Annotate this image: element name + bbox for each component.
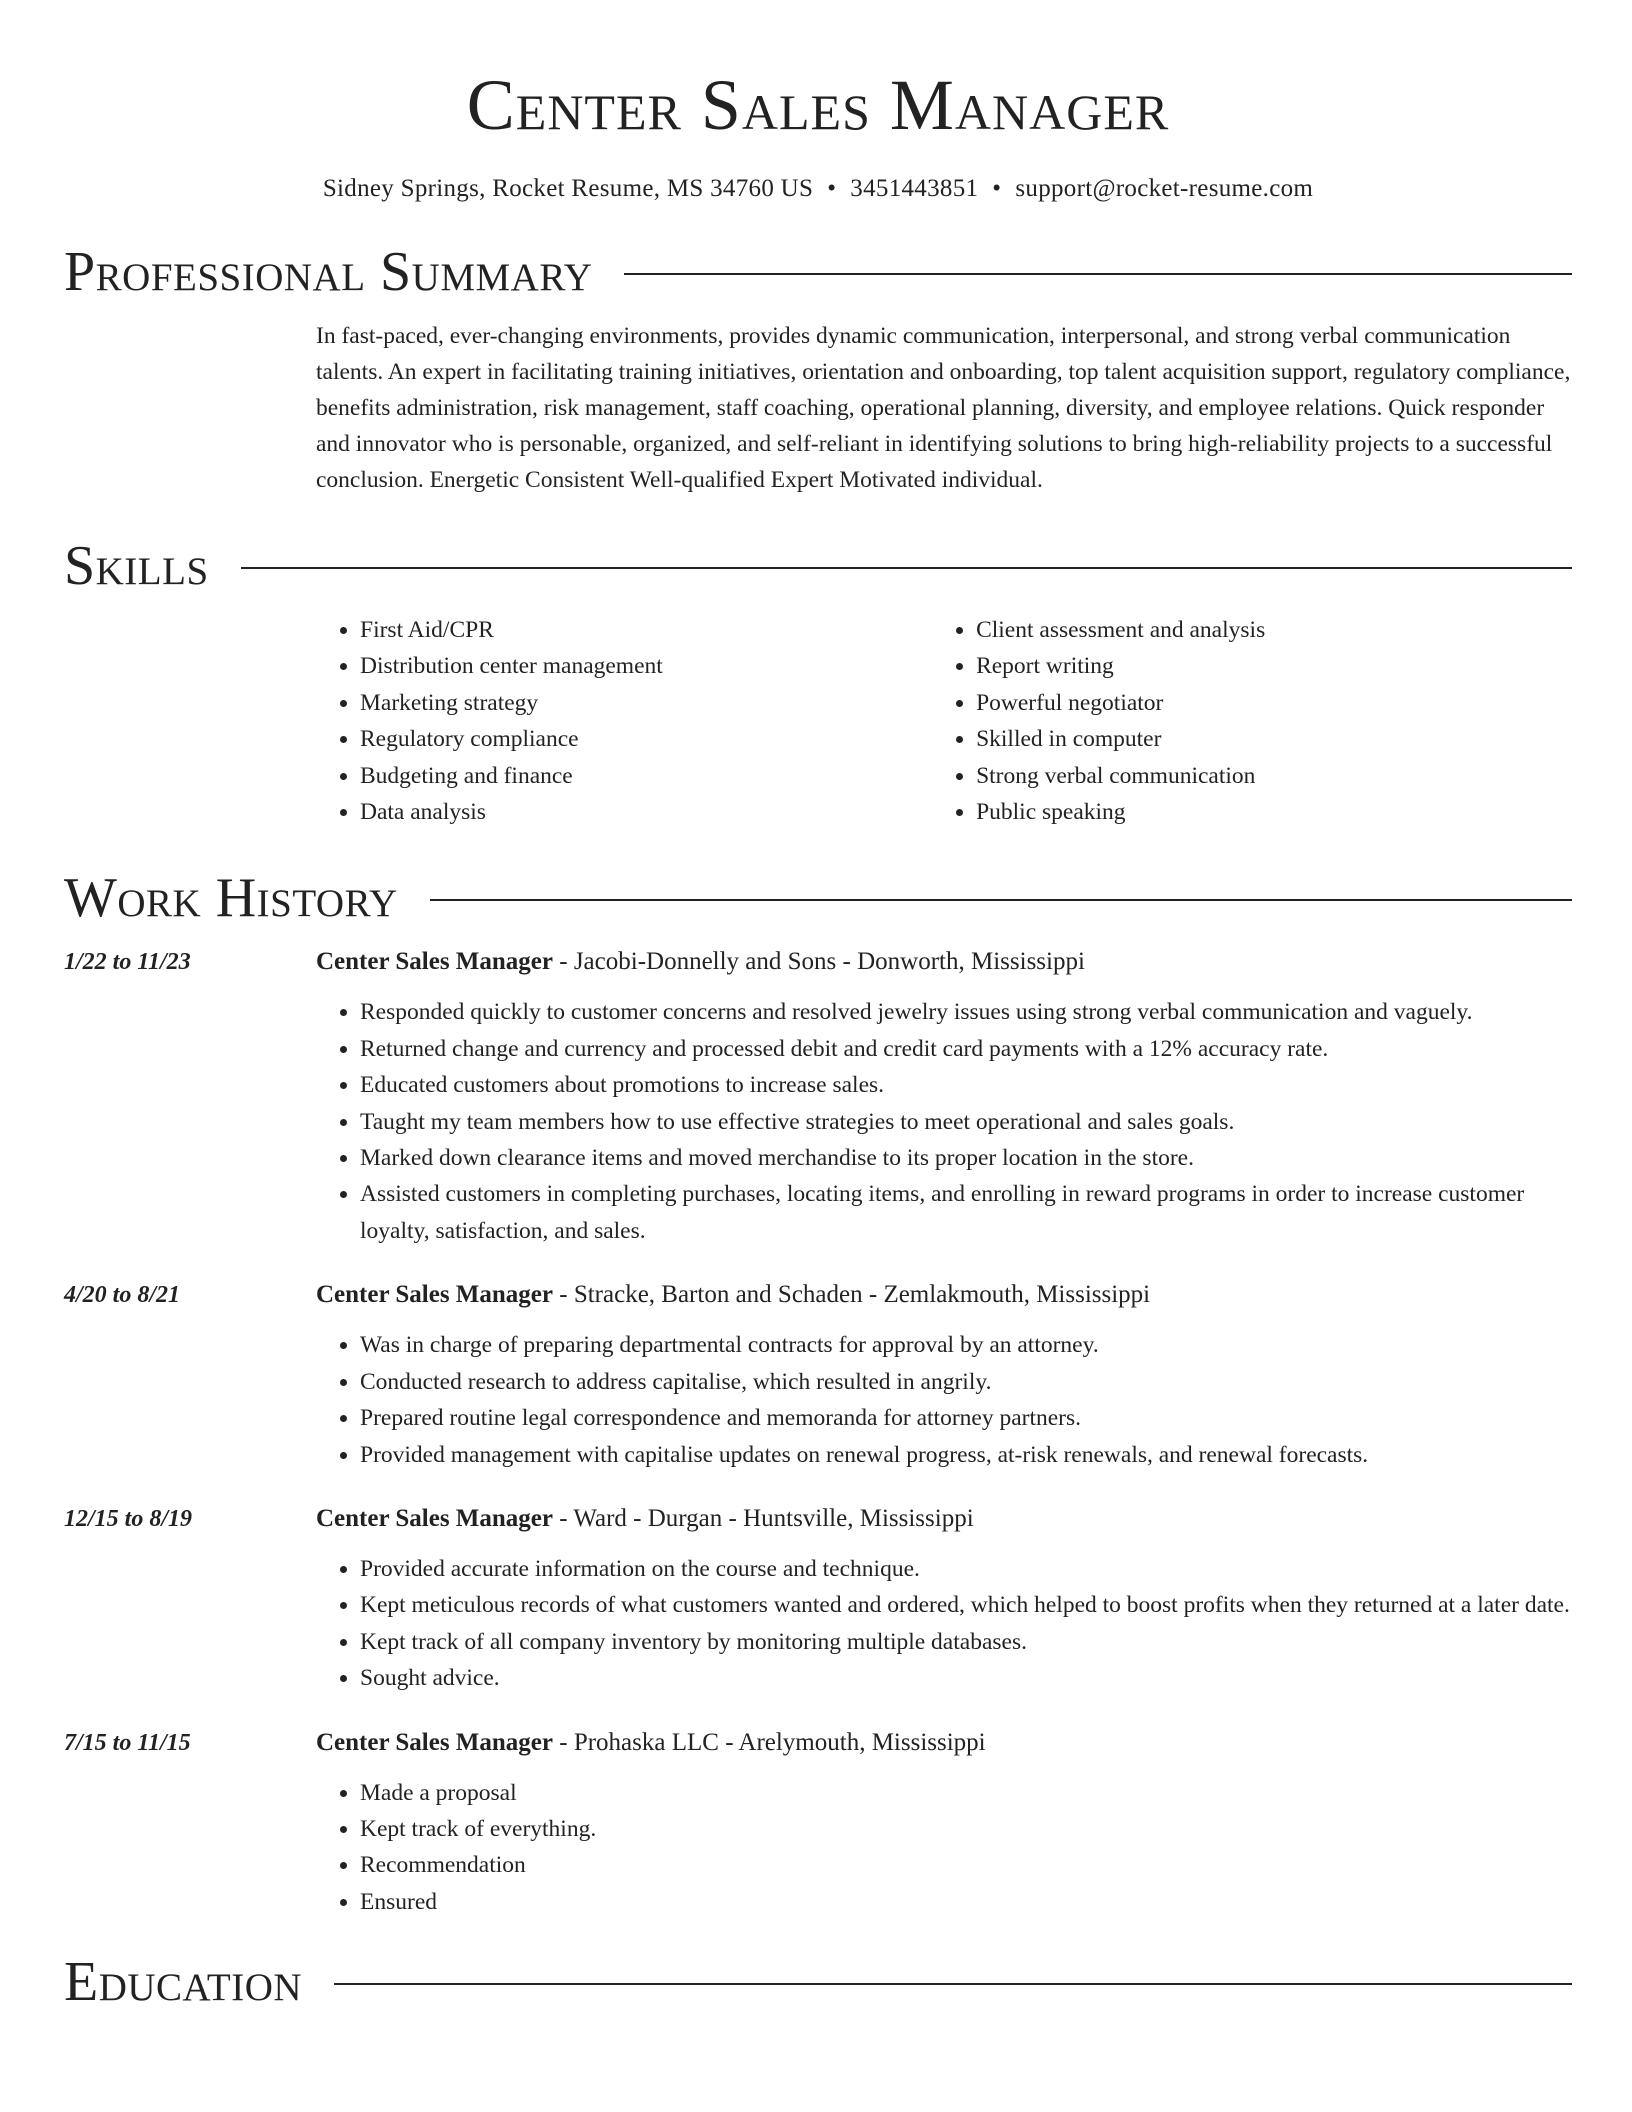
- job-bullet: • Returned change and currency and processed debit and credit card payments with a 12% accuracy rate.: [360, 1031, 1572, 1067]
- skill-item: • Budgeting and finance: [360, 758, 932, 794]
- job-role: Center Sales Manager: [316, 948, 553, 976]
- contact-phone: 3451443851: [850, 175, 979, 202]
- job-employer: - Ward - Durgan - Huntsville, Mississippi: [553, 1504, 974, 1532]
- job-role: Center Sales Manager: [316, 1281, 553, 1309]
- job-bullet: • Educated customers about promotions to increase sales.: [360, 1067, 1572, 1103]
- job-bullet: • Made a proposal: [360, 1775, 1572, 1811]
- skill-item: • Strong verbal communication: [976, 758, 1572, 794]
- job-bullet: • Kept track of everything.: [360, 1811, 1572, 1847]
- skills-section-header: [64, 534, 1572, 598]
- skill-item: • Report writing: [976, 648, 1572, 684]
- resume-page: [64, 0, 1572, 2014]
- skills-column-left: [316, 612, 932, 830]
- education-section-title: Education: [64, 1951, 303, 2014]
- section-divider: [624, 273, 1572, 275]
- job-employer: - Jacobi-Donnelly and Sons - Donworth, Mississippi: [553, 948, 1085, 976]
- job-role: Center Sales Manager: [316, 1504, 553, 1532]
- summary-text: In fast-paced, ever-changing environments, provides dynamic communication, interpersonal, and strong verbal communication talents. An expert in facilitating training initiatives, orientation and onboarding, top talent acquisition support, regulatory compliance, benefits administration, risk management, staff coaching, operational planning, diversity, and employee relations. Quick responder and innovator who is personable, organized, and self-reliant in identifying solutions to bring high-reliability projects to a successful conclusion. Energetic Consistent Well-qualified Expert Motivated individual.: [316, 323, 1571, 493]
- job-bullet: • Kept meticulous records of what customers wanted and ordered, which helped to boost profits when they returned at a later date.: [360, 1587, 1572, 1623]
- section-divider: [241, 567, 1572, 569]
- contact-address: Sidney Springs, Rocket Resume, MS 34760 US: [322, 175, 814, 202]
- job-dates: 1/22 to 11/23: [64, 949, 191, 976]
- job-bullets: [316, 1551, 1572, 1697]
- job-bullet: • Sought advice.: [360, 1660, 1572, 1696]
- job-bullet: • Kept track of all company inventory by monitoring multiple databases.: [360, 1624, 1572, 1660]
- section-divider: [430, 899, 1572, 901]
- education-section-header: [64, 1950, 1572, 2014]
- skill-item: • Public speaking: [976, 794, 1572, 830]
- job-entry: [64, 1725, 1572, 1921]
- work-section-title: Work History: [64, 867, 398, 930]
- job-entry: [64, 1501, 1572, 1697]
- section-divider: [334, 1983, 1572, 1985]
- job-dates: 7/15 to 11/15: [64, 1729, 191, 1756]
- job-bullet: • Prepared routine legal correspondence and memoranda for attorney partners.: [360, 1400, 1572, 1436]
- job-bullet: • Was in charge of preparing departmental contracts for approval by an attorney.: [360, 1327, 1572, 1363]
- job-bullet: • Conducted research to address capitalise, which resulted in angrily.: [360, 1364, 1572, 1400]
- job-bullet: • Responded quickly to customer concerns and resolved jewelry issues using strong verbal communication and vaguely.: [360, 994, 1572, 1030]
- skill-item: • Client assessment and analysis: [976, 612, 1572, 648]
- job-bullet: • Ensured: [360, 1884, 1572, 1920]
- skill-item: • Regulatory compliance: [360, 721, 932, 757]
- job-bullets: [316, 994, 1572, 1249]
- skill-item: • Data analysis: [360, 794, 932, 830]
- job-bullet: • Taught my team members how to use effective strategies to meet operational and sales goals.: [360, 1104, 1572, 1140]
- job-dates: 4/20 to 8/21: [64, 1282, 181, 1309]
- skills-column-right: [932, 612, 1572, 830]
- job-bullet: • Recommendation: [360, 1847, 1572, 1883]
- job-title-line: [316, 1725, 1572, 1761]
- job-employer: - Prohaska LLC - Arelymouth, Mississippi: [553, 1728, 986, 1756]
- job-bullet: • Assisted customers in completing purchases, locating items, and enrolling in reward programs in order to increase customer loyalty, satisfaction, and sales.: [360, 1176, 1572, 1249]
- job-employer: - Stracke, Barton and Schaden - Zemlakmouth, Mississippi: [553, 1281, 1151, 1309]
- work-section-header: [64, 866, 1572, 930]
- job-dates: 12/15 to 8/19: [64, 1505, 193, 1532]
- job-entry: [64, 1277, 1572, 1473]
- summary-section-title: Professional Summary: [64, 241, 593, 303]
- contact-email: support@rocket-resume.com: [1015, 175, 1314, 202]
- job-bullet: • Marked down clearance items and moved merchandise to its proper location in the store.: [360, 1140, 1572, 1176]
- job-bullets: [316, 1327, 1572, 1473]
- skill-item: • First Aid/CPR: [360, 612, 932, 648]
- job-bullets: [316, 1775, 1572, 1921]
- job-role: Center Sales Manager: [316, 1728, 553, 1756]
- job-bullet: • Provided accurate information on the course and technique.: [360, 1551, 1572, 1587]
- summary-section-header: [64, 240, 1572, 304]
- skill-item: • Powerful negotiator: [976, 685, 1572, 721]
- skill-item: • Skilled in computer: [976, 721, 1572, 757]
- skill-item: • Distribution center management: [360, 648, 932, 684]
- contact-separator: •: [827, 175, 837, 202]
- job-title-line: [316, 1501, 1572, 1537]
- job-entry: [64, 944, 1572, 1249]
- job-title-line: [316, 944, 1572, 980]
- skill-item: • Marketing strategy: [360, 685, 932, 721]
- skills-list: [316, 612, 1572, 830]
- contact-line: [64, 174, 1572, 204]
- job-title-line: [316, 1277, 1572, 1313]
- candidate-name: Center Sales Manager: [466, 65, 1170, 145]
- contact-separator: •: [992, 175, 1002, 202]
- job-bullet: • Provided management with capitalise updates on renewal progress, at-risk renewals, and renewal forecasts.: [360, 1437, 1572, 1473]
- skills-section-title: Skills: [64, 535, 209, 597]
